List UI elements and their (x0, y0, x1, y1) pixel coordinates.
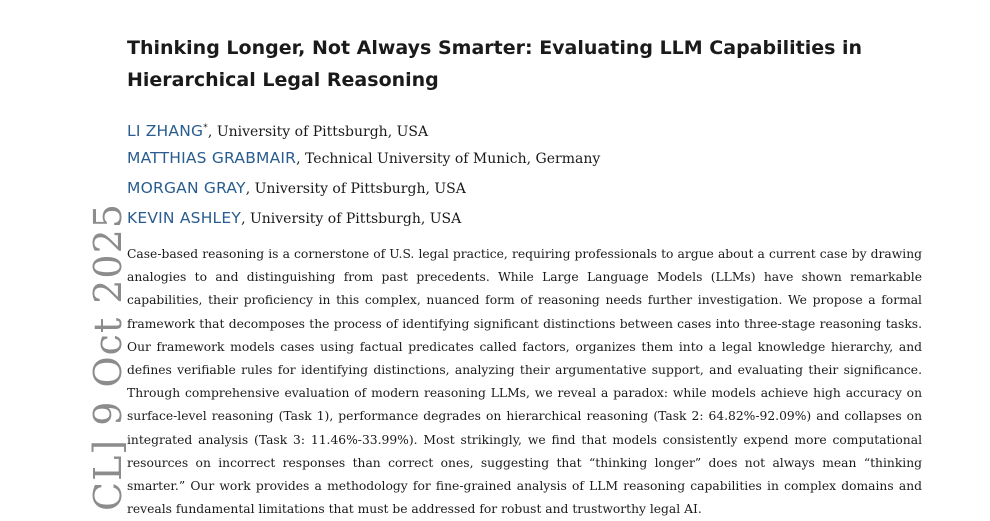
paper-title: Thinking Longer, Not Always Smarter: Evaluating LLM Capabilities in Hierarchical Legal Reasoning (127, 37, 863, 91)
arxiv-margin-stamp: CL] 9 Oct 2025 (86, 203, 130, 511)
author-entry (127, 173, 947, 203)
abstract-text: Case-based reasoning is a cornerstone of U.S. legal practice, requiring professionals to argue about a current case by drawing analogies to and distinguishing from past precedents. While Large Language Models (LLMs) have shown remarkable capabilities, their proficiency in this complex, nuanced form of reasoning needs further investigation. We propose a formal framework that decomposes the process of identifying significant distinctions between cases into three-stage reasoning tasks. Our framework models cases using factual predicates called factors, organizes them into a legal knowledge hierarchy, and defines verifiable rules for identifying distinctions, analyzing their argumentative support, and evaluating their significance. Through comprehensive evaluation of modern reasoning LLMs, we reveal a paradox: while models achieve high accuracy on surface-level reasoning (Task 1), performance degrades on hierarchical reasoning (Task 2: 64.82%-92.09%) and collapses on integrated analysis (Task 3: 11.46%-33.99%). Most strikingly, we find that models consistently expend more computational resources on incorrect responses than correct ones, suggesting that “thinking longer” does not always mean “thinking smarter.” Our work provides a methodology for fine-grained analysis of LLM reasoning capabilities in complex domains and reveals fundamental limitations that must be addressed for robust and trustworthy legal AI. (127, 247, 922, 517)
author-list (127, 113, 947, 233)
author-entry (127, 143, 947, 173)
author-affiliation: , University of Pittsburgh, USA (241, 211, 462, 227)
author-entry (127, 203, 947, 233)
author-entry (127, 113, 947, 143)
author-affiliation: , University of Pittsburgh, USA (207, 124, 429, 141)
author-name: LI ZHANG* (127, 122, 208, 141)
author-name: KEVIN ASHLEY (127, 209, 242, 227)
author-affiliation: , University of Pittsburgh, USA (245, 181, 466, 197)
author-affiliation: , Technical University of Munich, Germany (296, 151, 601, 167)
author-name: MATTHIAS GRABMAIR (127, 149, 297, 167)
author-name: MORGAN GRAY (127, 179, 246, 197)
corresponding-author-mark: * (203, 123, 208, 133)
